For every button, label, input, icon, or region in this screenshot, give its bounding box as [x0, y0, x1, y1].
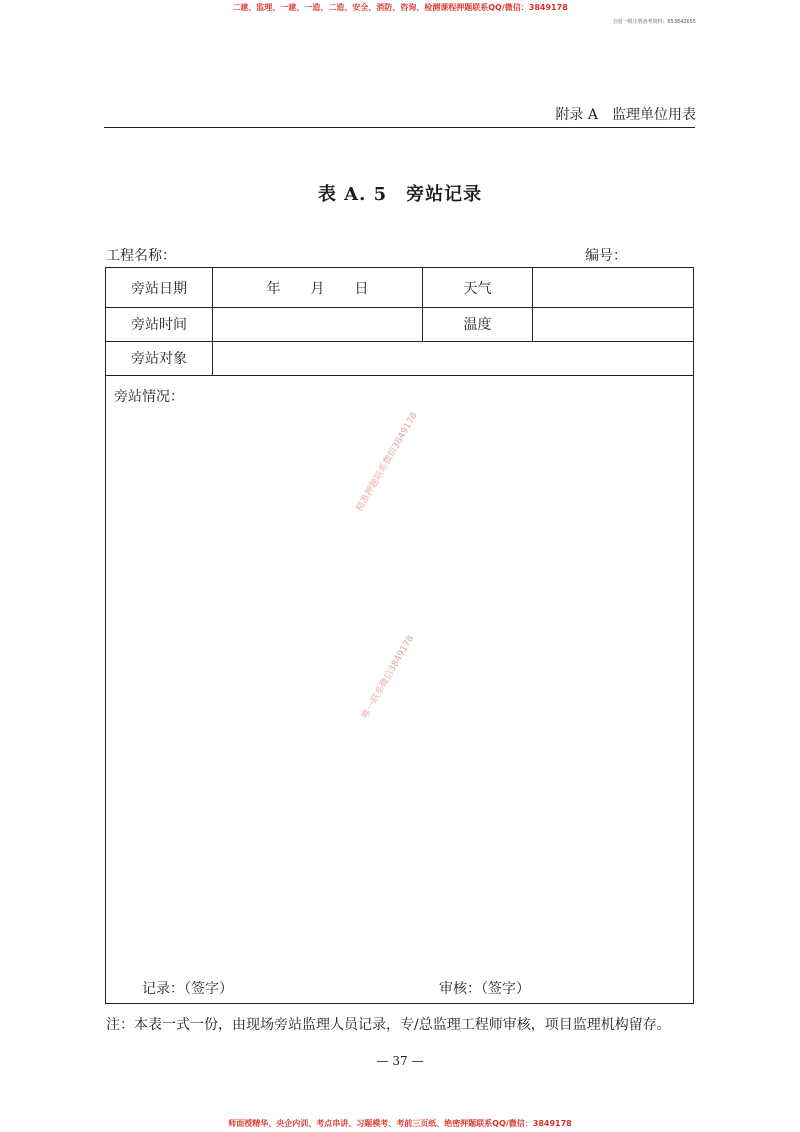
situation-label: 旁站情况： [114, 389, 184, 405]
weather-value-cell[interactable] [533, 268, 693, 307]
time-label-cell [106, 307, 213, 341]
temperature-label: 温度 [463, 317, 492, 333]
object-value-cell[interactable] [213, 341, 693, 375]
watermark: 唯一联系微信3849178 [360, 634, 417, 721]
table-row [106, 307, 693, 342]
appendix-header: 附录 A 监理单位用表 [555, 107, 696, 123]
header-divider [104, 127, 695, 128]
bottom-banner: 师面授精华、央企内训、考点串讲、习题模考、考前三页纸、绝密押题联系QQ/微信：3849178 [228, 1119, 572, 1128]
watermark: 精准押题联系微信3849178 [354, 411, 420, 514]
date-label: 旁站日期 [131, 280, 187, 297]
month-label: 月 [310, 280, 325, 297]
temperature-value-cell[interactable] [533, 307, 693, 341]
object-label: 旁站对象 [131, 351, 187, 367]
date-label-cell [106, 268, 213, 307]
time-label: 旁站时间 [131, 317, 187, 333]
serial-number-label: 编号： [585, 248, 627, 264]
document-title: 表 A. 5 旁站记录 [317, 184, 483, 205]
object-label-cell [106, 341, 213, 375]
inspection-form-table [105, 267, 694, 1004]
weather-label: 天气 [463, 280, 492, 297]
temperature-label-cell [423, 307, 533, 341]
project-name-label: 工程名称： [106, 248, 176, 264]
table-row [106, 268, 693, 308]
table-row [106, 341, 693, 376]
top-banner: 二建、监理、一建、一造、二造、安全、消防、咨询、检测课程押题联系QQ/微信：3849178 [232, 3, 568, 12]
weather-label-cell [423, 268, 533, 307]
footnote: 注：本表一式一份，由现场旁站监理人员记录，专/总监理工程师审核，项目监理机构留存。 [106, 1017, 671, 1033]
corner-note: 全国一级注册备考资料：653842655 [612, 19, 696, 25]
time-value-cell[interactable] [213, 307, 423, 341]
date-value-cell[interactable] [213, 268, 423, 307]
page-number: — 37 — [376, 1054, 424, 1068]
year-label: 年 [266, 280, 281, 297]
recorder-signature-label: 记录：（签字） [142, 981, 233, 997]
day-label: 日 [354, 280, 369, 297]
reviewer-signature-label: 审核：（签字） [439, 981, 530, 997]
